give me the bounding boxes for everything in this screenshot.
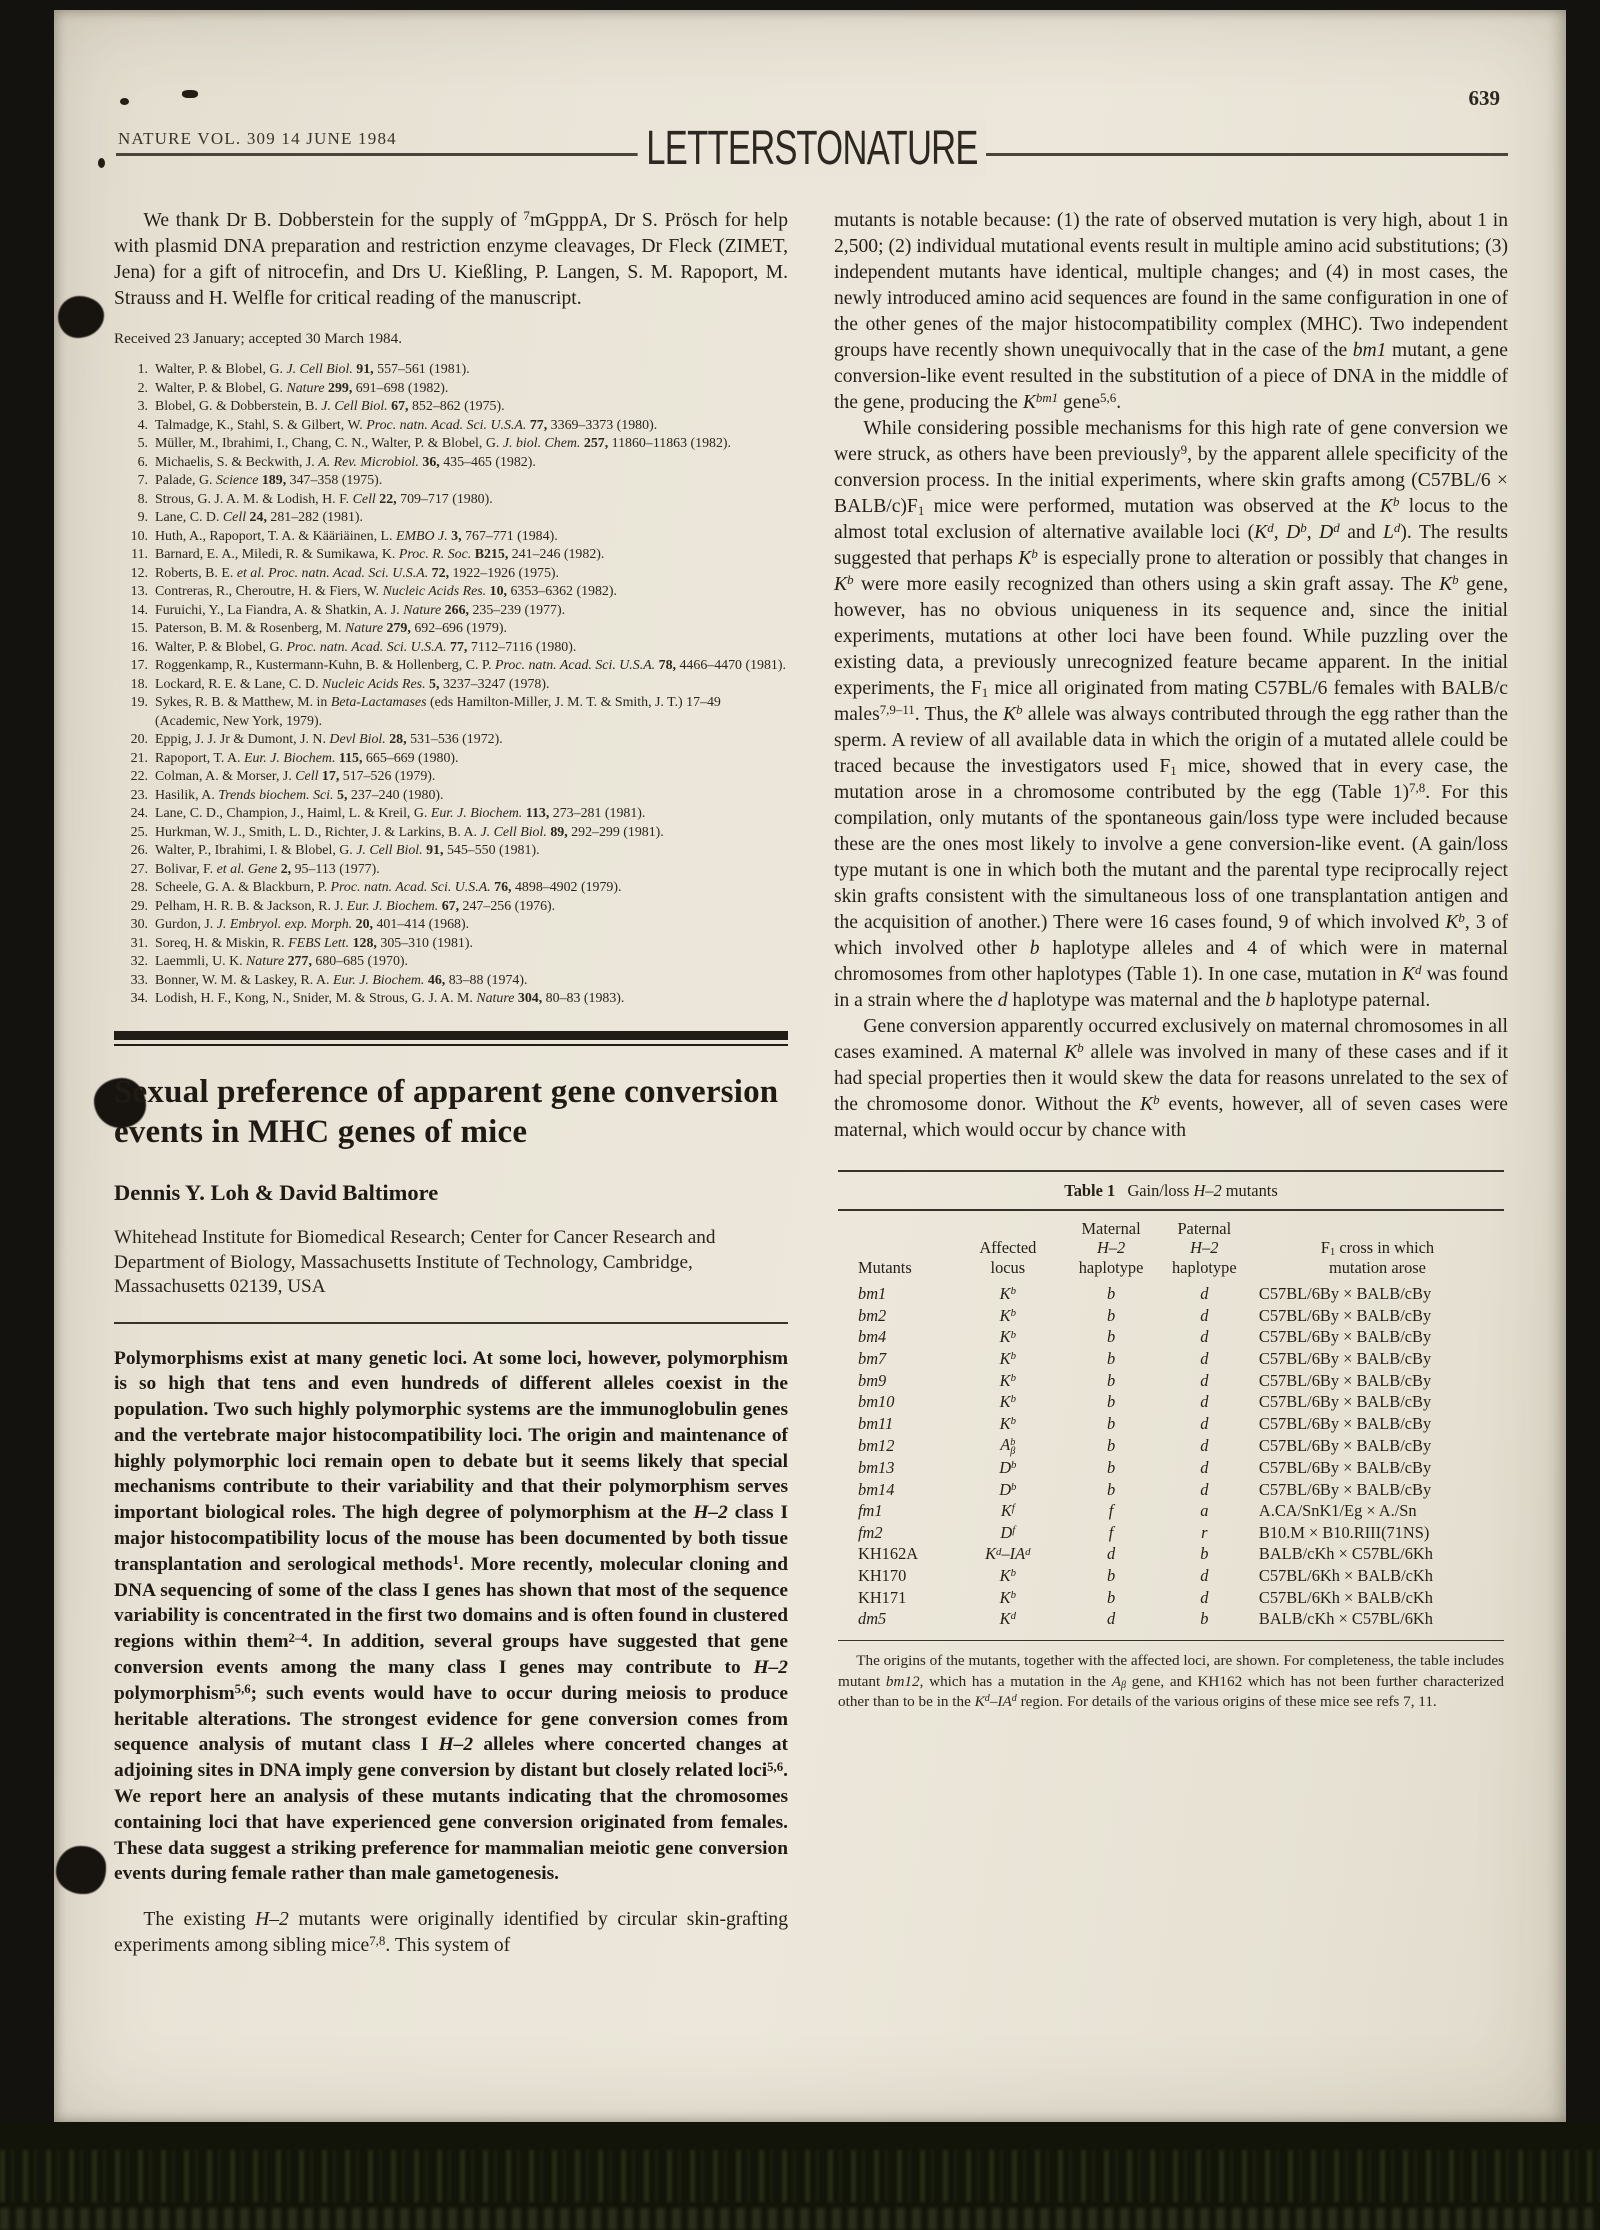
reference-text: Colman, A. & Morser, J. Cell 17, 517–526 (1979). [155, 769, 436, 784]
scan-noise-texture [0, 2208, 1600, 2230]
cell-mutant: bm11 [858, 1413, 894, 1433]
body-paragraph: While considering possible mechanisms for this high rate of gene conversion we were struck, as others have been previously$^9$, by the apparent allele specificity of the conversion process. In the initial experiments, where skin grafts among (C57BL/6 × BALB/$c)F_1$ mice were performed, mutation was observed at the $K^b$ locus to the almost total exclusion of alternative available loci ($K^d$, $D^b$, $D^d$ and $L^d$). The results suggested that perhaps $K^b$ is especially prone to alteration or possibly that changes in $K^b$ were more easily recognized than others using a skin graft assay. The $K^b$ gene, however, has no obvious uniqueness in its sequence and, since the initial experiments, mutations at other loci have been found. While puzzling over the existing data, a previously unrecognized feature became apparent. In the initial experiments, the $F_1$ mice all originated from mating C57BL/6 females with BALB/c males$^{7,9-11}$. Thus, the $K^b$ allele was always contributed through the egg rather than the sperm. A review of all available data in which the origin of a mutated allele could be traced because the investigators used $F_1$ mice, showed that in every case, the mutation arose in a chromosome contributed by the egg (Table 1)$^{7,8}$. For this compilation, only mutants of the spontaneous gain/loss type were included because these are the ones most likely to involve a gene conversion-like event. (A gain/loss type mutant is one in which both the mutant and the parental type reciprocally reject skin grafts consistent with the simultaneous loss of one transplantation antigen and the acquisition of another.) There were 16 cases found, 9 of which involved $K^b$, 3 of which involved other b haplotype alleles and 4 of which were in maternal chromosomes from other haplotypes (Table 1). In one case, mutation in $K^d$ was found in a strain where the d haplotype was maternal and the b haplotype paternal. [834, 418, 1509, 1011]
reference-number: 31. [130, 935, 148, 951]
cell-f1-cross: C57BL/6By × BALB/cBy [1258, 1349, 1432, 1369]
reference-item [114, 602, 788, 621]
reference-number: 18. [130, 676, 148, 692]
cell-f1-cross: BALB/cKh × C57BL/6Kh [1258, 1544, 1433, 1564]
reference-text: Pelham, H. R. B. & Jackson, R. J. Eur. J. Biochem. 67, 247–256 (1976). [155, 898, 556, 914]
reference-item [114, 528, 788, 547]
reference-number: 19. [130, 695, 148, 710]
cell-affected-locus: $D^b$ [999, 1458, 1017, 1478]
body-paragraph: Gene conversion apparently occurred exclusively on maternal chromosomes in all cases examined. A maternal $K^b$ allele was involved in many of these cases and if it had special properties then it would skew the data for reasons unrelated to the sex of the chromosome donor. Without the $K^b$ events, however, all of seven cases were maternal, which would occur by chance with [834, 1016, 1508, 1141]
table-row [838, 1522, 1504, 1544]
table-caption: Table 1 Gain/loss H–2 mutants [1064, 1181, 1278, 1201]
table-1 [834, 1170, 1508, 1712]
header-maternal-haplotype: Maternal H–2 haplotype [1078, 1218, 1144, 1277]
cell-mutant: bm7 [858, 1349, 887, 1369]
reference-item [114, 491, 788, 510]
reference-item [114, 731, 788, 750]
reference-text: Lodish, H. F., Kong, N., Snider, M. & Strous, G. J. A. M. Nature 304, 80–83 (1983). [155, 991, 625, 1006]
cell-paternal-haplotype: d [1200, 1392, 1209, 1412]
reference-text: Sykes, R. B. & Matthew, M. in Beta-Lactamases (eds Hamilton-Miller, J. M. T. & Smith, J. T.) 17–49 (Academic, New York, 1979). [155, 695, 721, 729]
cell-affected-locus: $D^b$ [999, 1479, 1017, 1499]
reference-number: 21. [130, 750, 148, 766]
cell-paternal-haplotype: d [1200, 1479, 1209, 1499]
reference-item [114, 861, 788, 880]
reference-number: 29. [130, 898, 148, 914]
header-f1-cross: $F_1$ cross in which mutation arose [1320, 1238, 1435, 1277]
cell-maternal-haplotype: f [1108, 1522, 1114, 1542]
cell-paternal-haplotype: d [1200, 1435, 1209, 1455]
masthead [114, 86, 1510, 175]
cell-paternal-haplotype: d [1200, 1458, 1209, 1478]
reference-text: Eppig, J. J. Jr & Dumont, J. N. Devl Biol. 28, 531–536 (1972). [155, 732, 503, 747]
reference-text: Huth, A., Rapoport, T. A. & Kääriäinen, L. EMBO J. 3, 767–771 (1984). [155, 528, 558, 544]
cell-paternal-haplotype: d [1200, 1587, 1209, 1607]
reference-item [114, 768, 788, 787]
table-row [838, 1391, 1504, 1413]
reference-number: 15. [130, 621, 148, 636]
scan-noise-texture [0, 2150, 1600, 2202]
separator-thin-rule [114, 1044, 788, 1047]
reference-text: Talmadge, K., Stahl, S. & Gilbert, W. Proc. natn. Acad. Sci. U.S.A. 77, 3369–3373 (1980). [155, 417, 658, 433]
table-row [838, 1565, 1504, 1587]
cell-affected-locus: $K^b$ [999, 1413, 1016, 1433]
table-row [838, 1348, 1504, 1370]
cell-affected-locus: $K^b$ [999, 1305, 1016, 1325]
cell-f1-cross: A.CA/SnK1/Eg × A./Sn [1258, 1501, 1417, 1521]
reference-item [114, 546, 788, 565]
cell-affected-locus: $K^b$ [999, 1587, 1016, 1607]
reference-text: Blobel, G. & Dobberstein, B. J. Cell Biol. 67, 852–862 (1975). [155, 399, 505, 414]
cell-maternal-haplotype: b [1106, 1349, 1116, 1369]
page-number: 639 [1468, 86, 1500, 110]
reference-item [114, 435, 788, 454]
reference-item [114, 583, 788, 602]
acknowledgements-paragraph: We thank Dr B. Dobberstein for the supply of $^7$mGpppA, Dr S. Prösch for help with plasmid DNA preparation and restriction enzyme cleavages, Dr Fleck (ZIMET, Jena) for a gift of nitrocefin, and Drs U. Kießling, P. Langen, S. M. Rapoport, M. Strauss and H. Welfle for critical reading of the manuscript. [114, 208, 789, 309]
reference-item [114, 676, 788, 695]
table-header-row [838, 1211, 1504, 1284]
cell-affected-locus: A b β [1000, 1435, 1016, 1458]
reference-text: Bonner, W. M. & Laskey, R. A. Eur. J. Biochem. 46, 83–88 (1974). [155, 972, 528, 988]
reference-text: Gurdon, J. J. Embryol. exp. Morph. 20, 401–414 (1968). [155, 917, 470, 932]
cell-affected-locus: $K^b$ [999, 1566, 1016, 1586]
reference-text: Barnard, E. A., Miledi, R. & Sumikawa, K. Proc. R. Soc. B215, 241–246 (1982). [155, 547, 605, 562]
table-row [838, 1305, 1504, 1327]
reference-item [114, 879, 788, 898]
cell-f1-cross: C57BL/6By × BALB/cBy [1258, 1370, 1432, 1390]
left-column [114, 202, 788, 1978]
reference-item [114, 824, 788, 843]
reference-text: Lane, C. D., Champion, J., Haiml, L. & Kreil, G. Eur. J. Biochem. 113, 273–281 (1981). [155, 806, 646, 821]
cell-f1-cross: C57BL/6Kh × BALB/cKh [1258, 1587, 1433, 1607]
reference-text: Hurkman, W. J., Smith, L. D., Richter, J. & Larkins, B. A. J. Cell Biol. 89, 292–299 (1981). [155, 824, 664, 840]
abstract-rule [114, 1322, 788, 1324]
cell-mutant: bm2 [858, 1305, 887, 1325]
cell-f1-cross: C57BL/6By × BALB/cBy [1258, 1327, 1432, 1347]
cell-mutant: fm2 [858, 1522, 883, 1542]
reference-text: Walter, P. & Blobel, G. Nature 299, 691–698 (1982). [155, 380, 449, 396]
cell-affected-locus: $K^f$ [1000, 1501, 1015, 1521]
reference-number: 14. [130, 602, 148, 618]
two-column-body [114, 202, 1510, 1978]
reference-text: Lane, C. D. Cell 24, 281–282 (1981). [155, 510, 363, 525]
cell-paternal-haplotype: d [1200, 1327, 1209, 1347]
cell-mutant: KH162A [858, 1544, 919, 1564]
cell-affected-locus: $K^b$ [999, 1284, 1016, 1304]
reference-number: 30. [130, 917, 148, 932]
cell-paternal-haplotype: d [1200, 1349, 1209, 1369]
cell-maternal-haplotype: b [1106, 1566, 1116, 1586]
reference-number: 33. [130, 972, 148, 988]
cell-paternal-haplotype: d [1200, 1284, 1209, 1304]
article-affiliation: Whitehead Institute for Biomedical Research; Center for Cancer Research and Department of Biology, Massachusetts Institute of Technology, Cambridge, Massachusetts 02139, USA [114, 1227, 716, 1297]
cell-f1-cross: C57BL/6By × BALB/cBy [1258, 1413, 1432, 1433]
reference-number: 26. [130, 843, 148, 858]
cell-affected-locus: $K^d$ [999, 1609, 1016, 1629]
cell-f1-cross: C57BL/6Kh × BALB/cKh [1258, 1566, 1433, 1586]
reference-text: Roberts, B. E. et al. Proc. natn. Acad. Sci. U.S.A. 72, 1922–1926 (1975). [155, 565, 560, 581]
reference-number: 22. [130, 769, 148, 784]
cell-paternal-haplotype: d [1200, 1413, 1209, 1433]
cell-paternal-haplotype: d [1200, 1305, 1209, 1325]
cell-mutant: fm1 [858, 1501, 883, 1521]
cell-maternal-haplotype: b [1106, 1370, 1116, 1390]
reference-number: 2. [137, 380, 148, 396]
cell-paternal-haplotype: d [1200, 1566, 1209, 1586]
cell-maternal-haplotype: b [1106, 1284, 1116, 1304]
reference-item [114, 565, 788, 584]
reference-number: 8. [137, 491, 148, 507]
table-row [838, 1326, 1504, 1348]
cell-mutant: bm10 [858, 1392, 895, 1412]
cell-f1-cross: C57BL/6By × BALB/cBy [1258, 1458, 1432, 1478]
table-row [838, 1608, 1504, 1630]
cell-affected-locus: $K^b$ [999, 1392, 1016, 1412]
reference-text: Walter, P. & Blobel, G. J. Cell Biol. 91, 557–561 (1981). [155, 362, 470, 377]
cell-affected-locus: $D^f$ [1000, 1522, 1016, 1542]
reference-text: Michaelis, S. & Beckwith, J. A. Rev. Microbiol. 36, 435–465 (1982). [155, 454, 536, 470]
ink-blob [56, 1846, 106, 1894]
reference-number: 9. [137, 510, 148, 525]
reference-item [114, 472, 788, 491]
cell-maternal-haplotype: b [1106, 1435, 1116, 1455]
reference-number: 13. [130, 584, 148, 599]
reference-item [114, 639, 788, 658]
reference-item [114, 398, 788, 417]
reference-text: Müller, M., Ibrahimi, I., Chang, C. N., Walter, P. & Blobel, G. J. biol. Chem. 257, 11860–11863 (1982). [155, 436, 732, 451]
cell-maternal-haplotype: b [1106, 1458, 1116, 1478]
reference-number: 3. [137, 399, 148, 414]
cell-maternal-haplotype: b [1106, 1305, 1116, 1325]
reference-item [114, 750, 788, 769]
reference-text: Strous, G. J. A. M. & Lodish, H. F. Cell 22, 709–717 (1980). [155, 491, 493, 507]
cell-affected-locus: $K^d-IA^d$ [985, 1544, 1031, 1564]
cell-paternal-haplotype: d [1200, 1370, 1209, 1390]
table-row [838, 1457, 1504, 1479]
reference-item [114, 935, 788, 954]
cell-mutant: bm14 [858, 1479, 895, 1499]
reference-item [114, 953, 788, 972]
cell-maternal-haplotype: b [1106, 1327, 1116, 1347]
reference-item [114, 898, 788, 917]
reference-text: Rapoport, T. A. Eur. J. Biochem. 115, 665–669 (1980). [155, 750, 459, 766]
cell-mutant: bm9 [858, 1370, 887, 1390]
cell-f1-cross: C57BL/6By × BALB/cBy [1258, 1479, 1432, 1499]
reference-item [114, 916, 788, 935]
reference-item [114, 990, 788, 1009]
reference-number: 25. [130, 824, 148, 840]
cell-maternal-haplotype: f [1108, 1501, 1114, 1521]
cell-f1-cross: B10.M × B10.RIII(71NS) [1258, 1522, 1430, 1542]
cell-mutant: dm5 [858, 1609, 887, 1629]
reference-number: 24. [130, 806, 148, 821]
reference-text: Contreras, R., Cheroutre, H. & Fiers, W. Nucleic Acids Res. 10, 6353–6362 (1982). [155, 584, 617, 599]
reference-number: 27. [130, 861, 148, 877]
cell-maternal-haplotype: b [1106, 1413, 1116, 1433]
right-column [834, 202, 1508, 1712]
cell-affected-locus: $K^b$ [999, 1370, 1016, 1390]
reference-item [114, 657, 788, 676]
body-paragraph-continuation: mutants is notable because: (1) the rate of observed mutation is very high, about 1 in 2,500; (2) individual mutational events result in multiple amino acid substitutions; (3) independent mutants have identical, multiple changes; and (4) in most cases, the newly introduced amino acid sequences are found in the same configuration in one of the other genes of the major histocompatibility complex (MHC). Two independent groups have recently shown unequivocally that in the case of the bm1 mutant, a gene conversion-like event resulted in the substitution of a piece of DNA in the middle of the gene, producing the $K^{bm1}$ gene$^{5,6}$. [834, 210, 1508, 413]
cell-paternal-haplotype: r [1201, 1522, 1208, 1542]
header-paternal-haplotype: Paternal H–2 haplotype [1171, 1218, 1237, 1277]
reference-text: Laemmli, U. K. Nature 277, 680–685 (1970). [155, 954, 408, 969]
table-row [838, 1413, 1504, 1435]
cell-f1-cross: C57BL/6By × BALB/cBy [1258, 1392, 1432, 1412]
ink-blob [58, 296, 104, 338]
reference-number: 23. [130, 787, 148, 803]
reference-text: Hasilik, A. Trends biochem. Sci. 5, 237–240 (1980). [155, 787, 444, 803]
separator-thick-rule [114, 1031, 788, 1040]
cell-mutant: bm1 [858, 1284, 887, 1304]
reference-number: 1. [137, 362, 148, 377]
reference-number: 4. [137, 417, 148, 433]
reference-number: 11. [131, 547, 148, 562]
cell-f1-cross: C57BL/6By × BALB/cBy [1258, 1305, 1432, 1325]
reference-item [114, 694, 788, 731]
reference-item [114, 380, 788, 399]
reference-item [114, 417, 788, 436]
reference-item [114, 361, 788, 380]
cell-maternal-haplotype: b [1106, 1392, 1116, 1412]
table-row [838, 1283, 1504, 1305]
reference-number: 32. [130, 954, 148, 969]
reference-item [114, 787, 788, 806]
scanned-page [54, 10, 1566, 2122]
reference-text: Furuichi, Y., La Fiandra, A. & Shatkin, A. J. Nature 266, 235–239 (1977). [155, 602, 566, 618]
letters-to-nature-header: LETTERS TO NATURE [638, 121, 987, 176]
table-row [838, 1479, 1504, 1501]
reference-number: 12. [130, 565, 148, 581]
table-bottom-rule [838, 1640, 1504, 1642]
cell-paternal-haplotype: a [1200, 1501, 1209, 1521]
gain-loss-mutants-table [838, 1211, 1504, 1630]
table-row [838, 1434, 1504, 1457]
table-row [838, 1543, 1504, 1565]
cell-paternal-haplotype: b [1200, 1609, 1209, 1629]
reference-item [114, 842, 788, 861]
body-first-paragraph: The existing H–2 mutants were originally identified by circular skin-grafting experiments among sibling mice$^{7,8}$. This system of [114, 1908, 788, 1956]
received-line: Received 23 January; accepted 30 March 1984. [114, 330, 403, 347]
article-separator [114, 1031, 788, 1047]
reference-number: 10. [130, 528, 148, 544]
header-mutants: Mutants [858, 1257, 912, 1277]
cell-affected-locus: $K^b$ [999, 1349, 1016, 1369]
table-row [838, 1500, 1504, 1522]
table-footnote: The origins of the mutants, together with the affected loci, are shown. For completeness, the table includes mutant bm12, which has a mutation in the $A_\beta$ gene, and KH162 which has not been further characterized other than to be in the $K^d-IA^d$ region. For details of the various origins of these mice see refs 7, 11. [838, 1652, 1504, 1710]
article-title: Sexual preference of apparent gene conversion events in MHC genes of mice [114, 1074, 779, 1150]
reference-text: Soreq, H. & Miskin, R. FEBS Lett. 128, 305–310 (1981). [155, 935, 473, 951]
cell-maternal-haplotype: d [1106, 1609, 1116, 1629]
cell-affected-locus: $K^b$ [999, 1327, 1016, 1347]
cell-paternal-haplotype: b [1200, 1544, 1209, 1564]
cell-mutant: KH171 [858, 1587, 907, 1607]
header-affected-locus: Affected locus [979, 1238, 1037, 1277]
table-row [838, 1370, 1504, 1392]
reference-text: Scheele, G. A. & Blackburn, P. Proc. natn. Acad. Sci. U.S.A. 76, 4898–4902 (1979). [155, 880, 622, 895]
reference-number: 20. [130, 732, 148, 747]
abstract-paragraph: Polymorphisms exist at many genetic loci. At some loci, however, polymorphism is so high that tens and even hundreds of different alleles coexist in the population. Two such highly polymorphic systems are the immunoglobulin genes and the vertebrate major histocompatibility loci. The origin and maintenance of highly polymorphic loci remain open to debate but it seems likely that special mechanisms contribute to their variability and that their polymorphism serves important biological roles. The high degree of polymorphism at the H–2 class I major histocompatibility locus of the mouse has been documented by both tissue transplantation and serological methods$^1$. More recently, molecular cloning and DNA sequencing of some of the class I genes has shown that most of the sequence variability is concentrated in the first two domains and is often found in clustered regions within them$^{2-4}$. In addition, several groups have suggested that gene conversion events among the many class I genes may contribute to H–2 polymorphism$^{5,6}$; such events would have to occur during meiosis to produce heritable alterations. The strongest evidence for gene conversion comes from sequence analysis of mutant class I H–2 alleles where concerted changes at adjoining sites in DNA imply gene conversion by distant but closely related loci$^{5,6}$. We report here an analysis of these mutants indicating that the chromosomes containing loci that have experienced gene conversion originated from females. These data suggest a striking preference for mammalian meiotic gene conversion events during female rather than male gametogenesis. [114, 1347, 788, 1885]
reference-text: Roggenkamp, R., Kustermann-Kuhn, B. & Hollenberg, C. P. Proc. natn. Acad. Sci. U.S.A. 78, 4466–4470 (1981). [155, 658, 786, 673]
reference-number: 16. [130, 639, 148, 655]
reference-text: Paterson, B. M. & Rosenberg, M. Nature 279, 692–696 (1979). [155, 621, 507, 636]
reference-item [114, 454, 788, 473]
reference-number: 7. [137, 473, 148, 488]
reference-text: Walter, P., Ibrahimi, I. & Blobel, G. J. Cell Biol. 91, 545–550 (1981). [155, 843, 540, 858]
reference-text: Bolivar, F. et al. Gene 2, 95–113 (1977). [155, 861, 380, 877]
journal-id: NATURE VOL. 309 14 JUNE 1984 [118, 129, 397, 148]
reference-text: Lockard, R. E. & Lane, C. D. Nucleic Acids Res. 5, 3237–3247 (1978). [155, 676, 550, 692]
reference-item [114, 972, 788, 991]
cell-f1-cross: BALB/cKh × C57BL/6Kh [1258, 1609, 1433, 1629]
article-authors: Dennis Y. Loh & David Baltimore [114, 1180, 439, 1205]
reference-item [114, 620, 788, 639]
reference-text: Walter, P. & Blobel, G. Proc. natn. Acad. Sci. U.S.A. 77, 7112–7116 (1980). [155, 639, 577, 655]
cell-mutant: bm12 [858, 1435, 895, 1455]
cell-f1-cross: C57BL/6By × BALB/cBy [1258, 1284, 1432, 1304]
cell-maternal-haplotype: d [1106, 1544, 1116, 1564]
reference-number: 5. [137, 436, 148, 451]
cell-mutant: KH170 [858, 1566, 907, 1586]
cell-mutant: bm13 [858, 1458, 895, 1478]
reference-item [114, 805, 788, 824]
reference-number: 17. [130, 658, 148, 673]
table-body [838, 1283, 1504, 1630]
cell-maternal-haplotype: b [1106, 1587, 1116, 1607]
reference-number: 6. [137, 454, 148, 470]
reference-list [114, 361, 788, 1009]
table-row [838, 1587, 1504, 1609]
cell-f1-cross: C57BL/6By × BALB/cBy [1258, 1435, 1432, 1455]
reference-item [114, 509, 788, 528]
reference-text: Palade, G. Science 189, 347–358 (1975). [155, 473, 383, 488]
cell-mutant: bm4 [858, 1327, 887, 1347]
ink-speck [98, 158, 105, 168]
scanner-bed-band [0, 2122, 1600, 2230]
reference-number: 28. [130, 880, 148, 895]
reference-number: 34. [130, 991, 148, 1006]
cell-maternal-haplotype: b [1106, 1479, 1116, 1499]
